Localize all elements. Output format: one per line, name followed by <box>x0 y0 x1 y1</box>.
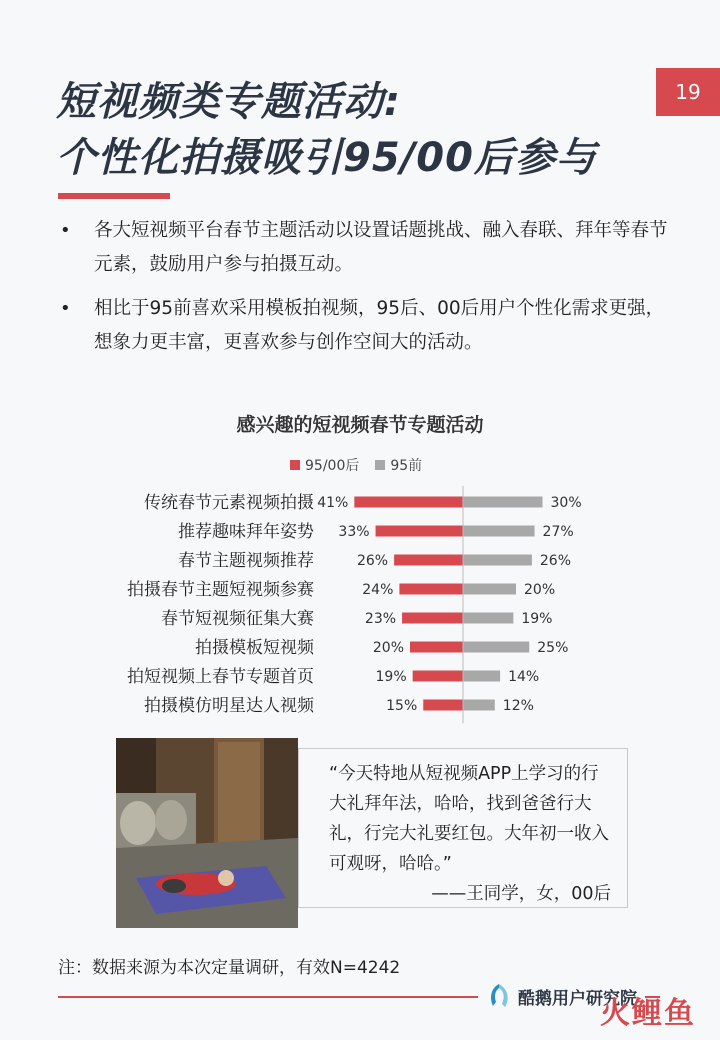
title-line-1: 短视频类专题活动: <box>56 79 401 125</box>
legend-label-95-00: 95/00后 <box>305 458 360 474</box>
title-underline <box>58 193 170 199</box>
bullet-text: 各大短视频平台春节主题活动以设置话题挑战、融入春联、拜年等春节元素，鼓励用户参与拍摄互动。 <box>94 220 668 275</box>
bar-95-before <box>463 555 532 566</box>
category-label: 推荐趣味拜年姿势 <box>178 522 314 542</box>
value-label-95-before: 20% <box>524 582 556 598</box>
value-label-95-00: 41% <box>317 495 349 511</box>
bar-95-before <box>463 526 535 537</box>
photo-illustration <box>116 738 298 928</box>
page-title <box>56 74 597 186</box>
bar-95-00 <box>376 526 463 537</box>
value-label-95-before: 19% <box>521 611 553 627</box>
chart-legend <box>290 455 422 475</box>
category-label: 春节短视频征集大赛 <box>161 609 314 629</box>
value-label-95-00: 20% <box>372 640 404 656</box>
bar-95-00 <box>402 613 463 624</box>
chart-title: 感兴趣的短视频春节专题活动 <box>236 414 484 436</box>
value-label-95-00: 15% <box>386 698 418 714</box>
bar-95-00 <box>423 700 463 711</box>
bullet-item <box>60 214 670 282</box>
diverging-bar-chart <box>0 484 720 724</box>
category-label: 传统春节元素视频拍摄 <box>144 493 314 513</box>
title-line-2: 个性化拍摄吸引95/00后参与 <box>56 135 597 181</box>
corner-logo-mark: 火鲤鱼 <box>600 996 696 1031</box>
bar-95-before <box>463 642 529 653</box>
quote-text <box>329 759 611 909</box>
interview-photo <box>116 738 298 928</box>
value-label-95-before: 30% <box>550 495 582 511</box>
bullet-dot: • <box>60 220 71 241</box>
legend-swatch-95-before <box>375 460 385 470</box>
value-label-95-00: 23% <box>364 611 397 627</box>
brand-name: 酷鹅用户研究院 <box>518 988 637 1009</box>
bar-95-before <box>463 700 495 711</box>
quote-body: “今天特地从短视频APP上学习的行大礼拜年法，哈哈，找到爸爸行大礼，行完大礼要红包。大年初一收入可观呀，哈哈。” <box>329 764 609 874</box>
legend-swatch-95-00 <box>290 460 300 470</box>
value-label-95-before: 12% <box>502 698 534 714</box>
penguin-logo-icon <box>486 982 512 1010</box>
category-label: 拍摄模板短视频 <box>195 638 314 658</box>
quote-box <box>298 748 628 908</box>
category-label: 春节主题视频推荐 <box>178 551 314 571</box>
page-number: 19 <box>656 68 720 116</box>
bar-95-00 <box>410 642 463 653</box>
bar-95-00 <box>399 584 463 595</box>
bar-95-before <box>463 497 543 508</box>
legend-label-95-before: 95前 <box>390 458 423 474</box>
quote-author: ——王同学，女，00后 <box>431 884 611 904</box>
category-label: 拍摄春节主题短视频参赛 <box>127 580 314 600</box>
value-label-95-before: 25% <box>537 640 569 656</box>
bullet-list <box>60 214 670 370</box>
bullet-dot: • <box>60 298 71 319</box>
value-label-95-before: 27% <box>542 524 574 540</box>
value-label-95-00: 26% <box>356 553 389 569</box>
data-source-note: 注：数据来源为本次定量调研，有效N=4242 <box>58 958 401 978</box>
value-label-95-00: 19% <box>375 669 407 685</box>
value-label-95-before: 26% <box>539 553 572 569</box>
value-label-95-before: 14% <box>508 669 540 685</box>
category-label: 拍摄模仿明星达人视频 <box>144 696 314 716</box>
bullet-text: 相比于95前喜欢采用模板拍视频，95后、00后用户个性化需求更强，想象力更丰富，更喜欢参与创作空间大的活动。 <box>94 298 665 353</box>
bar-95-00 <box>394 555 463 566</box>
bar-95-before <box>463 584 516 595</box>
value-label-95-00: 24% <box>362 582 394 598</box>
category-label: 拍短视频上春节专题首页 <box>127 667 314 687</box>
bar-95-before <box>463 613 513 624</box>
bullet-item <box>60 292 670 360</box>
legend-item-95-before <box>375 455 422 475</box>
bar-95-00 <box>413 671 463 682</box>
value-label-95-00: 33% <box>338 524 370 540</box>
bar-95-00 <box>354 497 463 508</box>
bar-95-before <box>463 671 500 682</box>
legend-item-95-00 <box>290 455 359 475</box>
